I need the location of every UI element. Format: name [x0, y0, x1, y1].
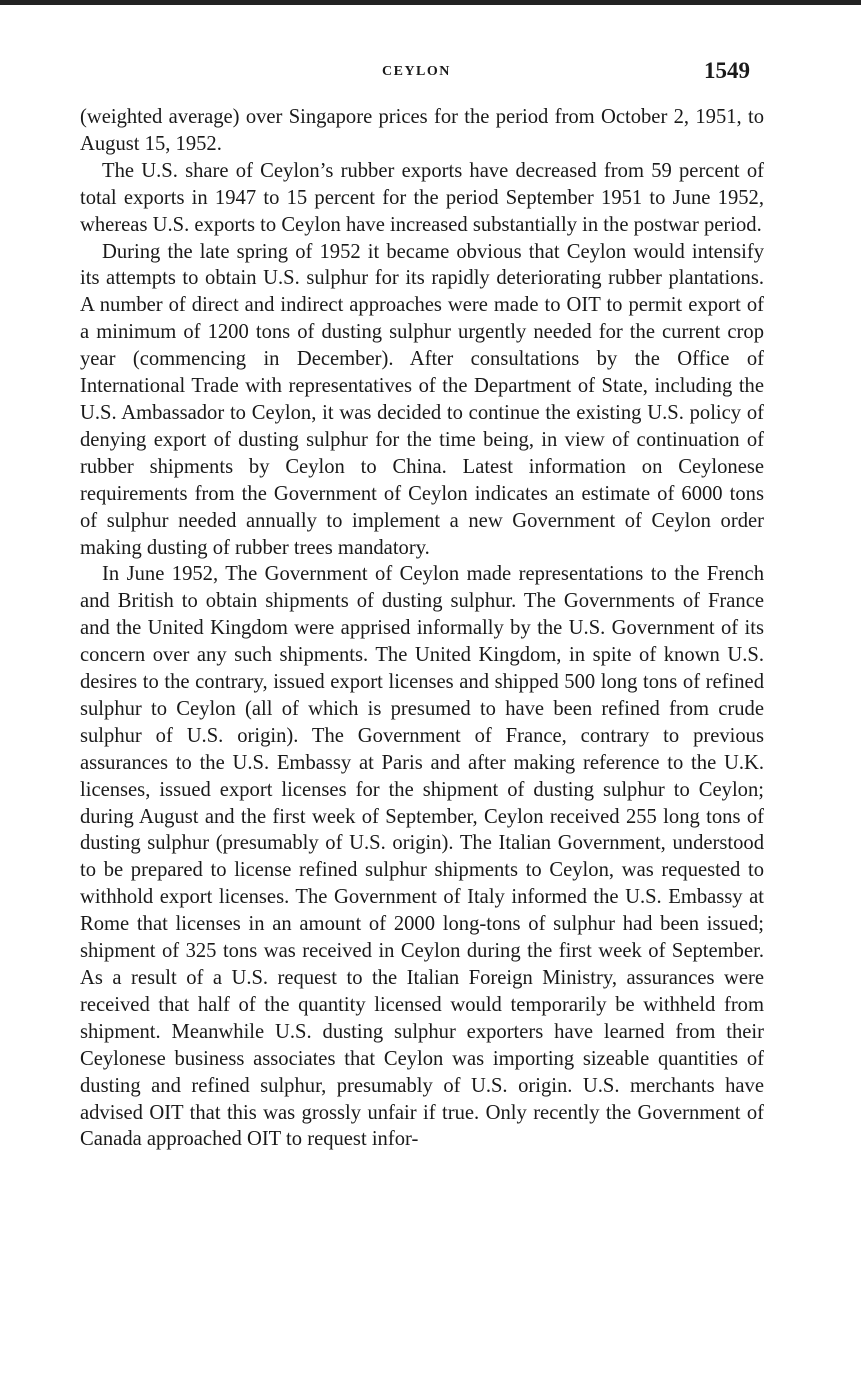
body-text [80, 104, 764, 1153]
top-border-rule [0, 0, 861, 5]
paragraph-continued: (weighted average) over Singapore prices for the period from October 2, 1951, to August 15, 1952. [80, 106, 764, 155]
running-title: CEYLON [382, 64, 451, 79]
paragraph-sulphur-requests: During the late spring of 1952 it became obvious that Ceylon would intensify its attempts to obtain U.S. sulphur for its rapidly deteriorating rubber plantations. A number of direct and indirect approaches were made to OIT to permit export of a minimum of 1200 tons of dusting sulphur urgently needed for the current crop year (commencing in December). After consultations by the Office of International Trade with representatives of the Department of State, including the U.S. Ambassador to Ceylon, it was decided to continue the existing U.S. policy of denying export of dusting sulphur for the time being, in view of continuation of rubber shipments by Ceylon to China. Latest information on Ceylonese requirements from the Government of Ceylon indicates an estimate of 6000 tons of sulphur needed annually to implement a new Government of Ceylon order making dusting of rubber trees mandatory. [80, 240, 764, 559]
paragraph-rubber-exports: The U.S. share of Ceylon’s rubber exports have decreased from 59 percent of total exports in 1947 to 15 percent for the period September 1951 to June 1952, whereas U.S. exports to Ceylon have increased substantially in the postwar period. [80, 159, 764, 236]
paragraph-foreign-shipments: In June 1952, The Government of Ceylon made representations to the French and British to obtain shipments of dusting sulphur. The Governments of France and the United Kingdom were apprised informally by the U.S. Government of its concern over any such shipments. The United Kingdom, in spite of known U.S. desires to the contrary, issued export licenses and shipped 500 long tons of refined sulphur to Ceylon (all of which is presumed to have been refined from crude sulphur of U.S. origin). The Government of France, contrary to previous assurances to the U.S. Embassy at Paris and after making reference to the U.K. licenses, issued export licenses for the shipment of dusting sulphur to Ceylon; during August and the first week of September, Ceylon received 255 long tons of dusting sulphur (presumably of U.S. origin). The Italian Government, understood to be prepared to license refined sulphur shipments to Ceylon, was requested to withhold export licenses. The Government of Italy informed the U.S. Embassy at Rome that licenses in an amount of 2000 long-tons of sulphur had been issued; shipment of 325 tons was received in Ceylon during the first week of September. As a result of a U.S. request to the Italian Foreign Ministry, assurances were received that half of the quantity licensed would temporarily be withheld from shipment. Meanwhile U.S. dusting sulphur exporters have learned from their Ceylonese business associates that Ceylon was importing sizeable quantities of dusting and refined sulphur, presumably of U.S. origin. U.S. merchants have advised OIT that this was grossly unfair if true. Only recently the Government of Canada approached OIT to request infor- [80, 563, 764, 1151]
running-header [0, 58, 861, 88]
page-number: 1549 [704, 58, 750, 83]
